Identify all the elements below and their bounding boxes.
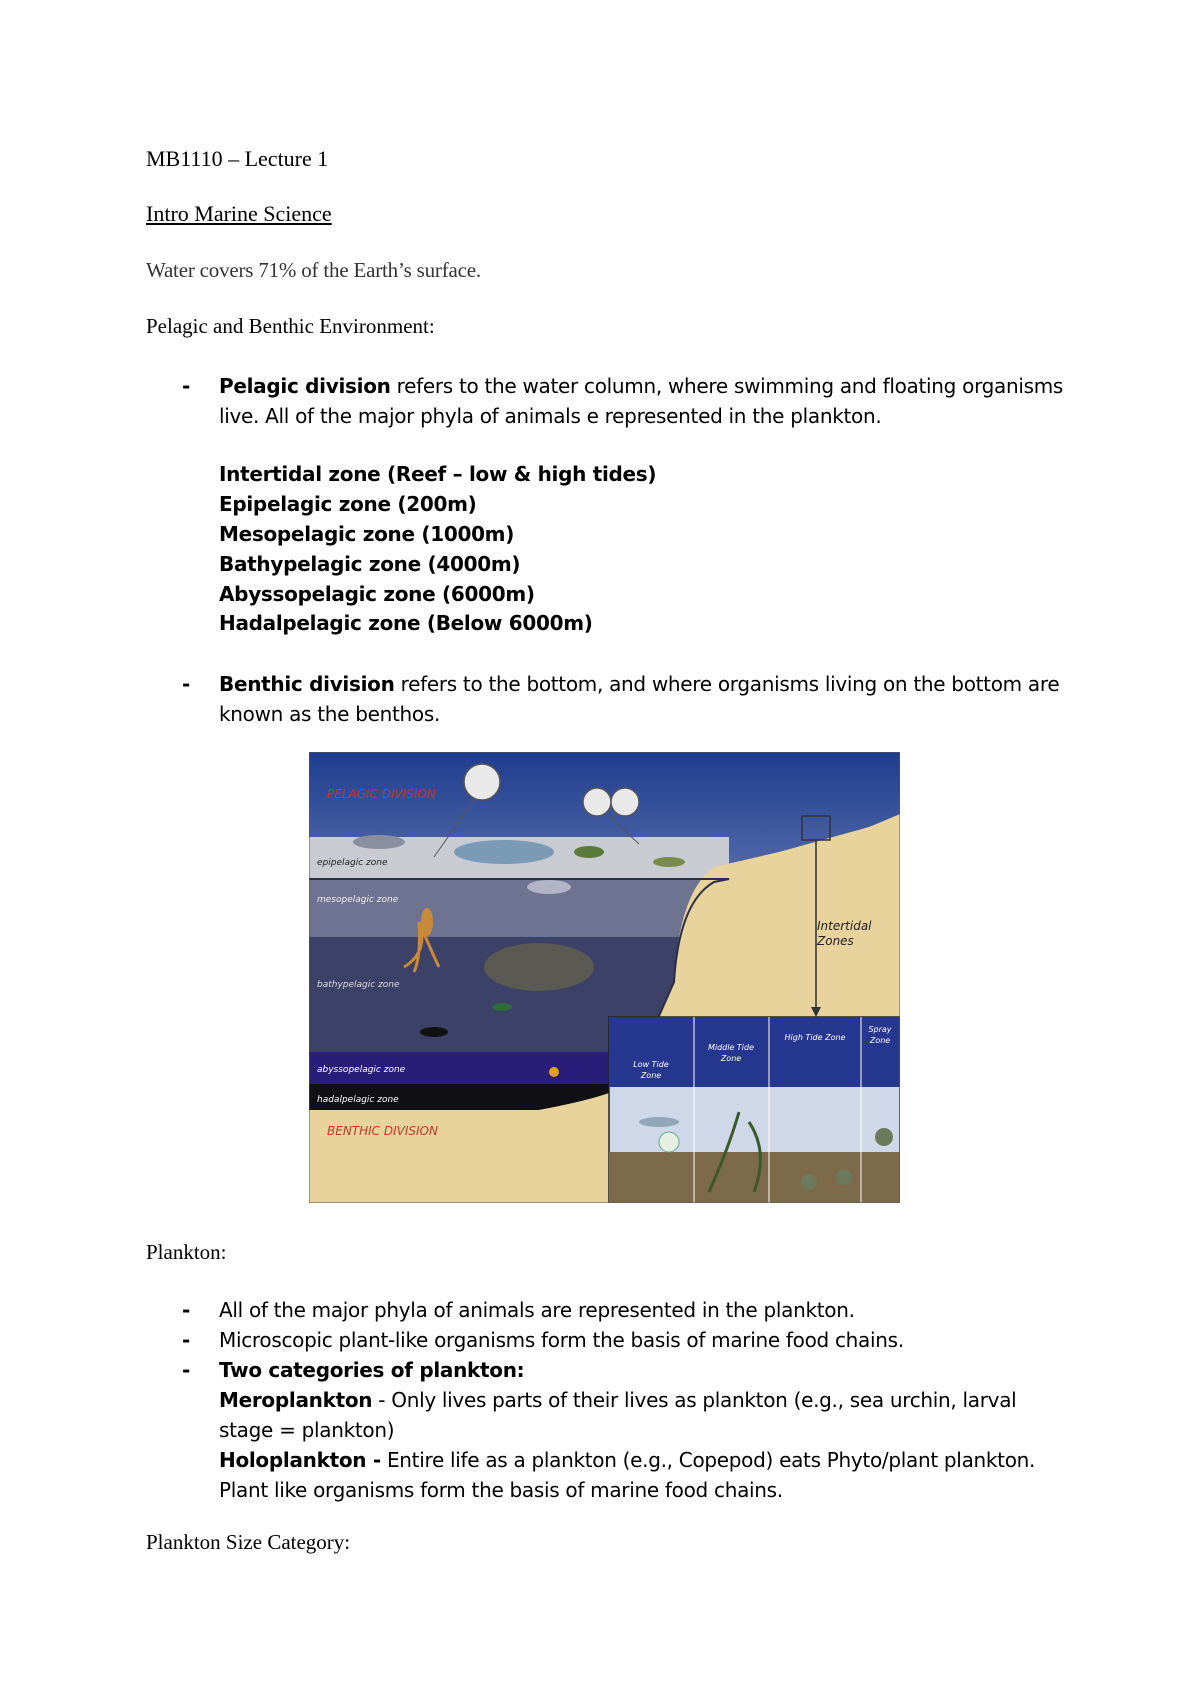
sperm-whale-icon (484, 943, 594, 991)
marine-zones-diagram (309, 752, 900, 1203)
holoplankton-line-1 (219, 1448, 1035, 1472)
benthic-term: Benthic division (219, 672, 395, 696)
holoplankton-text: Entire life as a plankton (e.g., Copepod) eats Phyto/plant plankton. (380, 1448, 1036, 1472)
benthic-line-1 (219, 672, 1059, 696)
benthic-text: refers to the bottom, and where organisms living on the bottom are (394, 672, 1060, 696)
spray-zone-label-line1: Spray (868, 1025, 892, 1034)
middle-tide-label-line2: Zone (720, 1054, 742, 1063)
zone-item: Hadalpelagic zone (Below 6000m) (219, 611, 593, 635)
meroplankton-line-2: stage = plankton) (219, 1418, 395, 1442)
middle-tide-label-line1: Middle Tide (707, 1043, 755, 1052)
bullet-marker: - (182, 1358, 191, 1382)
squid-body-icon (421, 908, 433, 936)
fish-icon (659, 1132, 679, 1152)
zone-item: Bathypelagic zone (4000m) (219, 552, 521, 576)
intro-line: Water covers 71% of the Earth’s surface. (146, 258, 481, 282)
abyssopelagic-label: abyssopelagic zone (317, 1065, 406, 1075)
document-title: MB1110 – Lecture 1 (146, 146, 329, 171)
fish-icon (574, 846, 604, 858)
benthic-line-2: known as the benthos. (219, 702, 441, 726)
plankton-bubble (464, 764, 500, 800)
section-title: Intro Marine Science (146, 201, 332, 226)
shell-icon (875, 1128, 893, 1146)
meroplankton-line-1 (219, 1388, 1016, 1412)
bullet-marker: - (182, 1298, 191, 1322)
plankton-bubble (583, 788, 611, 816)
intertidal-label-line1: Intertidal (817, 919, 872, 933)
epipelagic-label: epipelagic zone (317, 858, 388, 868)
mesopelagic-band (309, 879, 729, 937)
low-tide-label-line1: Low Tide (633, 1060, 669, 1069)
pelagic-division-label: PELAGIC DIVISION (327, 787, 436, 801)
zone-item: Abyssopelagic zone (6000m) (219, 582, 535, 606)
zone-item: Epipelagic zone (200m) (219, 492, 477, 516)
zone-item: Mesopelagic zone (1000m) (219, 522, 515, 546)
plankton-bullet: Microscopic plant-like organisms form the basis of marine food chains. (219, 1328, 904, 1352)
holoplankton-term: Holoplankton - (219, 1448, 381, 1472)
reef-fish-icon (639, 1117, 679, 1127)
plankton-bubble (611, 788, 639, 816)
zone-item: Intertidal zone (Reef – low & high tides) (219, 462, 657, 486)
dolphin-icon (527, 880, 571, 894)
intertidal-rocks (609, 1152, 900, 1203)
shell-icon (801, 1174, 817, 1190)
fish-icon (653, 857, 685, 867)
plankton-bullet: Two categories of plankton: (219, 1358, 525, 1382)
anglerfish-icon (549, 1067, 559, 1077)
spray-zone-label-line2: Zone (869, 1036, 891, 1045)
bullet-marker: - (182, 374, 191, 398)
pelagic-line-2: live. All of the major phyla of animals e represented in the plankton. (219, 404, 882, 428)
mesopelagic-label: mesopelagic zone (317, 895, 399, 905)
meroplankton-text: - Only lives parts of their lives as plankton (e.g., sea urchin, larval (372, 1388, 1017, 1412)
dolphin-icon (353, 835, 405, 849)
bullet-marker: - (182, 1328, 191, 1352)
shell-icon (836, 1169, 852, 1185)
benthic-division-label: BENTHIC DIVISION (327, 1124, 438, 1138)
bullet-marker: - (182, 672, 191, 696)
meroplankton-term: Meroplankton (219, 1388, 373, 1412)
intertidal-label-line2: Zones (817, 934, 854, 948)
plankton-heading: Plankton: (146, 1240, 227, 1264)
plankton-bullet: All of the major phyla of animals are represented in the plankton. (219, 1298, 855, 1322)
bathypelagic-label: bathypelagic zone (317, 980, 400, 990)
holoplankton-line-2: Plant like organisms form the basis of marine food chains. (219, 1478, 783, 1502)
low-tide-label-line2: Zone (640, 1071, 662, 1080)
high-tide-label: High Tide Zone (784, 1033, 846, 1042)
deep-fish-icon (492, 1003, 512, 1011)
pelagic-text: refers to the water column, where swimming and floating organisms (390, 374, 1064, 398)
hadalpelagic-label: hadalpelagic zone (317, 1095, 399, 1105)
pelagic-benthic-heading: Pelagic and Benthic Environment: (146, 314, 435, 338)
pelagic-term: Pelagic division (219, 374, 391, 398)
plankton-size-heading: Plankton Size Category: (146, 1530, 351, 1554)
whale-icon (454, 840, 554, 864)
deep-fish-icon (420, 1027, 448, 1037)
pelagic-line-1 (219, 374, 1063, 398)
